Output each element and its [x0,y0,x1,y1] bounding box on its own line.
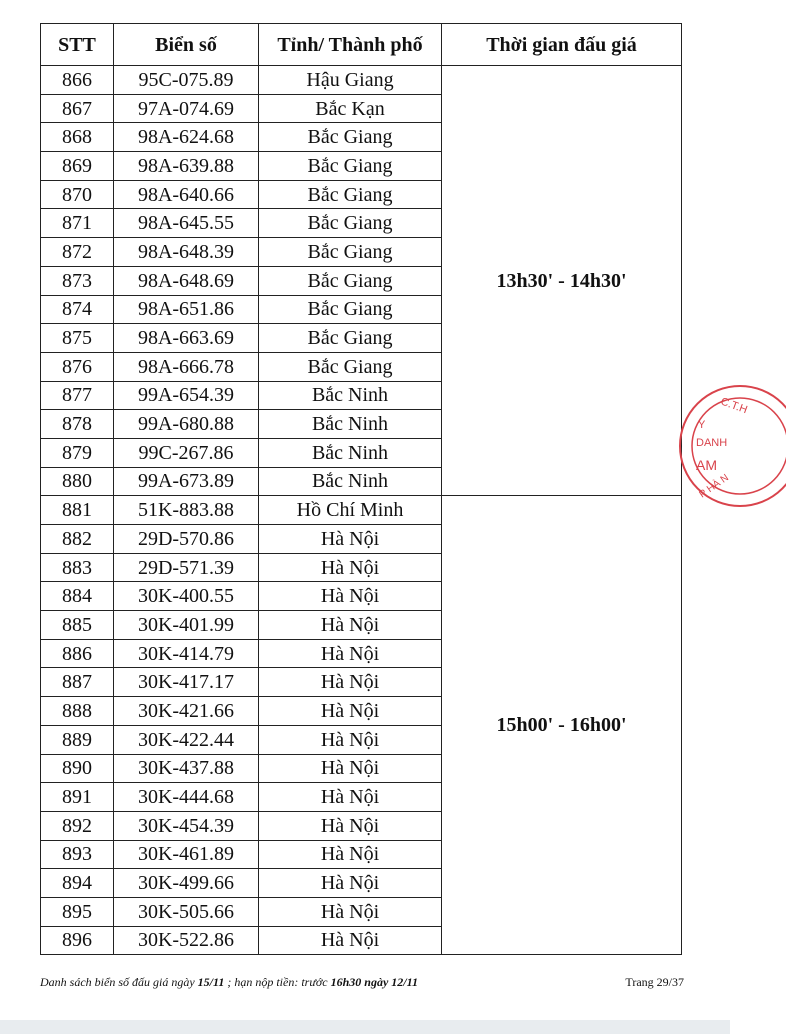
cell-plate: 30K-437.88 [114,754,259,783]
cell-province: Hồ Chí Minh [259,496,442,525]
header-auction-time: Thời gian đấu giá [442,24,682,66]
cell-stt: 883 [41,553,114,582]
cell-plate: 30K-522.86 [114,926,259,955]
cell-plate: 98A-648.69 [114,266,259,295]
cell-province: Bắc Ninh [259,438,442,467]
cell-province: Hà Nội [259,783,442,812]
cell-province: Hà Nội [259,639,442,668]
cell-province: Hà Nội [259,611,442,640]
cell-stt: 884 [41,582,114,611]
footer-text-1: Danh sách biển số đấu giá ngày [40,975,198,989]
cell-province: Hà Nội [259,668,442,697]
cell-stt: 870 [41,180,114,209]
cell-stt: 869 [41,152,114,181]
cell-plate: 30K-444.68 [114,783,259,812]
auction-plate-table [40,23,682,955]
table-row [41,66,682,95]
cell-stt: 876 [41,352,114,381]
cell-stt: 878 [41,410,114,439]
stamp-text-bottom: P HÀ N [697,472,731,501]
cell-stt: 895 [41,897,114,926]
cell-plate: 99A-680.88 [114,410,259,439]
cell-plate: 98A-640.66 [114,180,259,209]
cell-province: Bắc Giang [259,266,442,295]
cell-stt: 875 [41,324,114,353]
cell-stt: 867 [41,94,114,123]
cell-province: Bắc Ninh [259,410,442,439]
cell-province: Hà Nội [259,697,442,726]
cell-plate: 30K-417.17 [114,668,259,697]
footer-date: 15/11 [197,975,225,989]
stamp-text-danh: DANH [696,437,728,449]
cell-plate: 98A-645.55 [114,209,259,238]
cell-stt: 893 [41,840,114,869]
header-stt: STT [41,24,114,66]
cell-stt: 887 [41,668,114,697]
cell-province: Bắc Kạn [259,94,442,123]
cell-plate: 30K-422.44 [114,725,259,754]
company-seal-stamp [676,380,786,510]
cell-plate: 30K-421.66 [114,697,259,726]
header-province: Tỉnh/ Thành phố [259,24,442,66]
cell-plate: 95C-075.89 [114,66,259,95]
cell-stt: 873 [41,266,114,295]
cell-plate: 98A-624.68 [114,123,259,152]
cell-province: Bắc Ninh [259,467,442,496]
stamp-text-top: C.T.H [718,395,749,417]
cell-stt: 881 [41,496,114,525]
cell-province: Hà Nội [259,754,442,783]
cell-province: Hà Nội [259,525,442,554]
cell-province: Hà Nội [259,897,442,926]
cell-stt: 885 [41,611,114,640]
scan-bottom-band [0,1020,730,1034]
cell-stt: 874 [41,295,114,324]
cell-plate: 99C-267.86 [114,438,259,467]
cell-province: Bắc Giang [259,180,442,209]
table-header-row [41,24,682,66]
cell-plate: 30K-454.39 [114,811,259,840]
cell-stt: 891 [41,783,114,812]
footer-text-2: ; hạn nộp tiền: trước [224,975,331,989]
stamp-text-y: Y [698,419,706,431]
header-plate: Biển số [114,24,259,66]
cell-province: Hà Nội [259,840,442,869]
cell-plate: 98A-651.86 [114,295,259,324]
cell-auction-time: 13h30' - 14h30' [442,66,682,496]
cell-plate: 29D-571.39 [114,553,259,582]
cell-province: Hà Nội [259,869,442,898]
cell-stt: 871 [41,209,114,238]
cell-plate: 98A-663.69 [114,324,259,353]
cell-stt: 886 [41,639,114,668]
cell-plate: 98A-639.88 [114,152,259,181]
cell-stt: 866 [41,66,114,95]
cell-province: Bắc Giang [259,209,442,238]
cell-province: Bắc Giang [259,295,442,324]
cell-stt: 880 [41,467,114,496]
cell-province: Hà Nội [259,553,442,582]
cell-plate: 30K-414.79 [114,639,259,668]
cell-plate: 30K-401.99 [114,611,259,640]
page-number: Trang 29/37 [625,975,684,989]
cell-plate: 30K-400.55 [114,582,259,611]
cell-stt: 888 [41,697,114,726]
footer-deadline: 16h30 ngày 12/11 [330,975,418,989]
cell-province: Hậu Giang [259,66,442,95]
cell-stt: 896 [41,926,114,955]
cell-stt: 890 [41,754,114,783]
cell-province: Bắc Giang [259,324,442,353]
cell-stt: 894 [41,869,114,898]
page-footer [40,975,684,990]
cell-stt: 868 [41,123,114,152]
stamp-text-am: AM [696,457,717,473]
cell-province: Hà Nội [259,926,442,955]
cell-plate: 30K-461.89 [114,840,259,869]
cell-province: Bắc Giang [259,123,442,152]
cell-province: Hà Nội [259,811,442,840]
cell-plate: 98A-648.39 [114,238,259,267]
cell-plate: 99A-654.39 [114,381,259,410]
cell-auction-time: 15h00' - 16h00' [442,496,682,955]
cell-province: Hà Nội [259,582,442,611]
table-body [41,66,682,955]
cell-stt: 892 [41,811,114,840]
cell-province: Bắc Giang [259,152,442,181]
cell-plate: 97A-074.69 [114,94,259,123]
table-row [41,496,682,525]
cell-plate: 30K-499.66 [114,869,259,898]
cell-stt: 882 [41,525,114,554]
cell-plate: 51K-883.88 [114,496,259,525]
cell-province: Bắc Giang [259,238,442,267]
cell-stt: 872 [41,238,114,267]
cell-plate: 29D-570.86 [114,525,259,554]
cell-plate: 30K-505.66 [114,897,259,926]
cell-stt: 879 [41,438,114,467]
cell-plate: 98A-666.78 [114,352,259,381]
cell-province: Bắc Giang [259,352,442,381]
cell-stt: 889 [41,725,114,754]
cell-stt: 877 [41,381,114,410]
cell-province: Hà Nội [259,725,442,754]
cell-province: Bắc Ninh [259,381,442,410]
cell-plate: 99A-673.89 [114,467,259,496]
